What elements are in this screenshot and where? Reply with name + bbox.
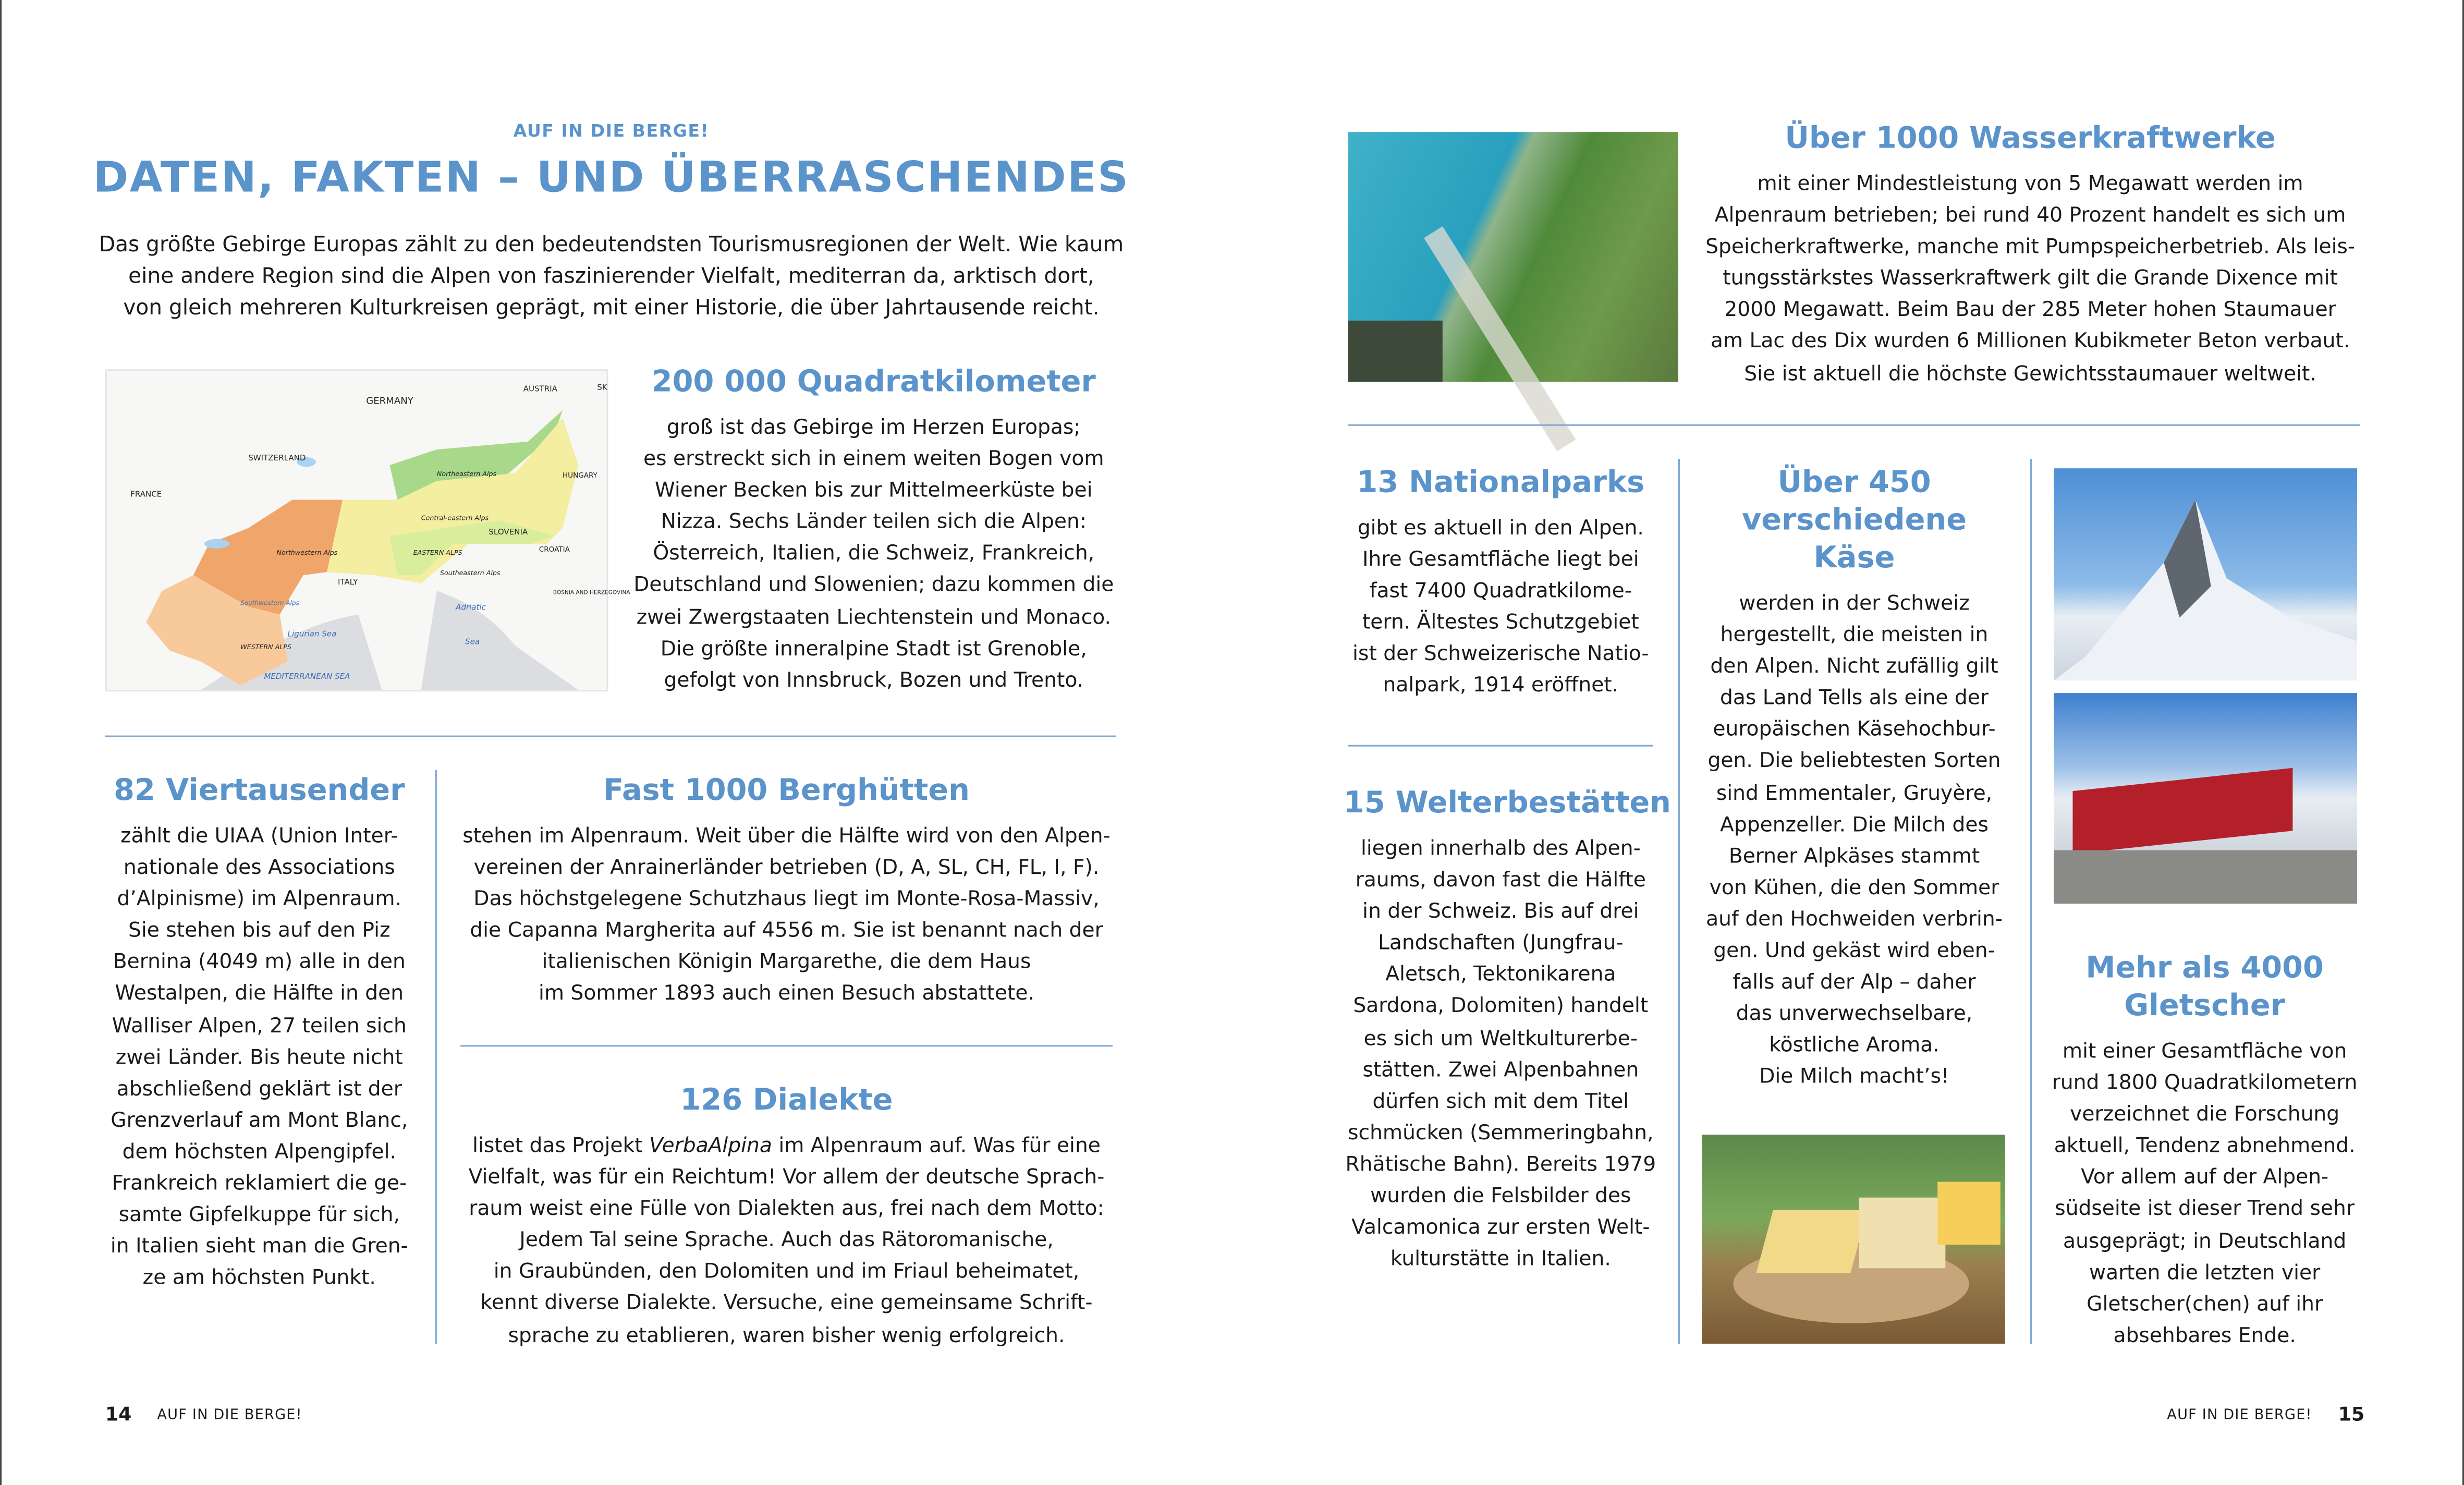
text-line: Die Milch macht’s! — [1759, 1066, 1949, 1090]
text-line: Sie stehen bis auf den Piz — [128, 920, 391, 944]
text-line: Frankreich reklamiert die ge- — [112, 1172, 407, 1196]
text-line: ist der Schweizerische Natio- — [1352, 643, 1649, 667]
text-line: Mehr als 4000 — [2085, 951, 2324, 985]
text-line: zählt die UIAA (Union Inter- — [120, 825, 398, 849]
kicker: AUF IN DIE BERGE! — [513, 121, 710, 142]
page-title: DATEN, FAKTEN – UND ÜBERRASCHENDES — [93, 154, 1130, 203]
text-line: aktuell, Tendenz abnehmend. — [2054, 1135, 2356, 1159]
text-line: Jedem Tal seine Sprache. Auch das Rätoromanische, — [519, 1229, 1054, 1253]
section-text-parks — [1344, 514, 1658, 703]
text-line: Alpenraum betrieben; bei rund 40 Prozent handelt es sich um — [1714, 204, 2346, 228]
text-line: Die größte inneralpine Stadt ist Grenoble, — [660, 637, 1087, 661]
page-edge-left — [0, 0, 2, 1485]
section-text-peaks — [94, 822, 424, 1295]
map-label: Southwestern Alps — [240, 599, 299, 607]
text-line: es erstreckt sich in einem weiten Bogen vom — [643, 448, 1104, 472]
map-label: GERMANY — [366, 395, 413, 407]
section-text-heritage — [1344, 834, 1658, 1276]
text-line: in Graubünden, den Dolomiten und im Friaul beheimatet, — [493, 1261, 1080, 1285]
text-line: es sich um Weltkulturerbe- — [1363, 1027, 1638, 1051]
divider — [460, 1045, 1113, 1046]
text-line: warten die letzten vier — [2089, 1261, 2321, 1285]
text-line: nalpark, 1914 eröffnet. — [1383, 675, 1619, 699]
section-heading-dialects: 126 Dialekte — [680, 1082, 893, 1117]
text-line: Walliser Alpen, 27 teilen sich — [112, 1014, 407, 1038]
photo-dam-lake — [1348, 132, 1678, 382]
divider — [1348, 424, 2360, 426]
section-heading-glaciers — [2043, 949, 2367, 1025]
text-line: gibt es aktuell in den Alpen. — [1357, 517, 1644, 541]
text-line: 2000 Megawatt. Beim Bau der 285 Meter hohen Staumauer — [1724, 299, 2336, 323]
text-line: gefolgt von Innsbruck, Bozen und Trento. — [664, 669, 1084, 693]
divider — [105, 736, 1116, 737]
section-heading-hydro: Über 1000 Wasserkraftwerke — [1785, 121, 2276, 156]
text-line: fast 7400 Quadratkilome- — [1369, 580, 1632, 604]
map-label: CROATIA — [539, 545, 570, 554]
divider — [1348, 745, 1653, 747]
text-line: Berner Alpkäses stammt — [1728, 845, 1980, 869]
section-text-area — [629, 413, 1119, 698]
text-line: Gletscher(chen) auf ihr — [2087, 1293, 2323, 1317]
text-line: in Italien sieht man die Gren- — [110, 1235, 408, 1259]
text-line: groß ist das Gebirge im Herzen Europas; — [666, 416, 1081, 440]
divider-vertical — [1678, 459, 1680, 1344]
map-label: WESTERN ALPS — [240, 642, 291, 651]
project-name: VerbaAlpina — [649, 1135, 772, 1159]
running-footer-left: AUF IN DIE BERGE! — [157, 1408, 302, 1424]
section-heading-area: 200 000 Quadratkilometer — [651, 364, 1096, 399]
map-label: Sea — [465, 637, 480, 647]
map-label: SWITZERLAND — [248, 453, 306, 463]
section-text-glaciers — [2043, 1037, 2367, 1353]
map-label: Adriatic — [456, 602, 486, 612]
text-line: verzeichnet die Forschung — [2070, 1103, 2340, 1127]
map-label: HUNGARY — [563, 471, 597, 480]
text-line: Valcamonica zur ersten Welt- — [1351, 1216, 1650, 1240]
text-line: Sie ist aktuell die höchste Gewichtsstaumauer weltweit. — [1744, 362, 2316, 386]
section-heading-cheese — [1689, 464, 2019, 577]
text-line: Das größte Gebirge Europas zählt zu den bedeutendsten Tourismusregionen der Welt. Wie kaum — [99, 233, 1124, 258]
running-footer-right: AUF IN DIE BERGE! — [2167, 1408, 2312, 1424]
text-line: nationale des Associations — [123, 856, 395, 881]
text-line: in der Schweiz. Bis auf drei — [1362, 900, 1639, 924]
map-label: BOSNIA AND HERZEGOVINA — [553, 589, 630, 596]
text-line: Aletsch, Tektonikarena — [1385, 964, 1616, 988]
map-label: SLOVENIA — [489, 527, 528, 537]
text-line: dem höchsten Alpengipfel. — [122, 1140, 396, 1165]
text-line: schmücken (Semmeringbahn, — [1348, 1122, 1654, 1146]
text-line: werden in der Schweiz — [1739, 592, 1970, 616]
text-line: das Land Tells als eine der — [1720, 687, 1989, 711]
section-heading-heritage: 15 Welterbestätten — [1343, 786, 1671, 821]
alps-map — [105, 369, 630, 691]
text-line: im Sommer 1893 auch einen Besuch abstattete. — [539, 983, 1034, 1007]
text-line: Ihre Gesamtfläche liegt bei — [1362, 549, 1639, 573]
map-label: AUSTRIA — [523, 384, 557, 394]
text-line: Speicherkraftwerke, manche mit Pumpspeicherbetrieb. Als leis- — [1705, 236, 2356, 260]
section-text-hydro — [1700, 170, 2360, 391]
text-line: mit einer Mindestleistung von 5 Megawatt werden im — [1757, 173, 2303, 197]
text-line: das unverwechselbare, — [1736, 1003, 1973, 1027]
text-line: tungsstärkstes Wasserkraftwerk gilt die Grande Dixence mit — [1723, 267, 2338, 291]
text-line: Sardona, Dolomiten) handelt — [1353, 995, 1649, 1019]
text-line: Landschaften (Jungfrau- — [1378, 932, 1624, 956]
text-line: Grenzverlauf am Mont Blanc, — [111, 1109, 408, 1133]
photo-cheese-platter — [1702, 1135, 2005, 1344]
map-label: ITALY — [338, 577, 358, 587]
photo-matterhorn — [2054, 468, 2357, 680]
text-line: rund 1800 Quadratkilometern — [2052, 1072, 2358, 1096]
text-run: im Alpenraum auf. Was für eine — [772, 1135, 1101, 1159]
text-lines — [460, 1163, 1113, 1353]
map-label: MEDITERRANEAN SEA — [264, 672, 350, 681]
section-text-cheese — [1689, 589, 2019, 1094]
text-line: abschließend geklärt ist der — [116, 1077, 402, 1102]
text-line: vereinen der Anrainerländer betrieben (D, A, SL, CH, FL, I, F). — [473, 856, 1100, 881]
text-line: raums, davon fast die Hälfte — [1355, 869, 1646, 893]
text-line: Über 450 — [1777, 465, 1931, 500]
page-number-left: 14 — [105, 1403, 132, 1426]
section-text-huts — [460, 822, 1113, 1011]
text-line: Rhätische Bahn). Bereits 1979 — [1345, 1153, 1656, 1177]
text-line: eine andere Region sind die Alpen von faszinierender Vielfalt, mediterran da, arktisch dort, — [128, 264, 1094, 289]
text-line: den Alpen. Nicht zufällig gilt — [1710, 655, 1998, 679]
text-line: sind Emmentaler, Gruyère, — [1716, 782, 1993, 806]
text-line: sprache zu etablieren, waren bisher wenig erfolgreich. — [508, 1324, 1065, 1348]
map-label: EASTERN ALPS — [413, 548, 462, 556]
map-label: Central-eastern Alps — [421, 514, 489, 522]
section-heading-parks: 13 Nationalparks — [1357, 465, 1645, 500]
text-line: Das höchstgelegene Schutzhaus liegt im Monte-Rosa-Massiv, — [473, 888, 1100, 912]
text-line: Gletscher — [2124, 988, 2286, 1024]
map-label: SK — [597, 382, 607, 392]
text-line: absehbares Ende. — [2113, 1324, 2296, 1348]
map-label: Northwestern Alps — [276, 548, 338, 556]
text-line: samte Gipfelkuppe für sich, — [118, 1204, 400, 1228]
text-line: Wiener Becken bis zur Mittelmeerküste bei — [654, 479, 1093, 504]
intro-text — [63, 229, 1160, 324]
text-run: listet das Projekt — [472, 1135, 649, 1159]
text-line: Vor allem auf der Alpen- — [2081, 1166, 2329, 1190]
text-line: zwei Zwergstaaten Liechtenstein und Monaco. — [636, 606, 1111, 630]
text-line: Nizza. Sechs Länder teilen sich die Alpen: — [661, 511, 1087, 535]
text-line: ze am höchsten Punkt. — [142, 1267, 376, 1291]
text-line: wurden die Felsbilder des — [1370, 1185, 1631, 1209]
text-line: dürfen sich mit dem Titel — [1372, 1090, 1629, 1114]
text-line: falls auf der Alp – daher — [1733, 971, 1976, 995]
text-line: Westalpen, die Hälfte in den — [115, 983, 404, 1007]
text-line: d’Alpinisme) im Alpenraum. — [117, 888, 402, 912]
text-line: stätten. Zwei Alpenbahnen — [1362, 1058, 1639, 1082]
text-line: die Capanna Margherita auf 4556 m. Sie ist benannt nach der — [470, 920, 1103, 944]
text-line: Deutschland und Slowenien; dazu kommen die — [633, 574, 1114, 598]
text-line: stehen im Alpenraum. Weit über die Hälfte wird von den Alpen- — [462, 825, 1111, 849]
text-line: Österreich, Italien, die Schweiz, Frankreich, — [653, 542, 1095, 567]
text-line: am Lac des Dix wurden 6 Millionen Kubikmeter Beton verbaut. — [1710, 331, 2350, 355]
text-line: verschiedene — [1741, 503, 1967, 538]
section-text-dialects — [460, 1131, 1113, 1353]
map-label: Northeastern Alps — [436, 470, 497, 478]
section-heading-peaks: 82 Viertausender — [114, 773, 405, 808]
text-line: liegen innerhalb des Alpen- — [1360, 837, 1641, 861]
text-line: tern. Ältestes Schutzgebiet — [1362, 612, 1639, 636]
map-label: Ligurian Sea — [287, 629, 337, 639]
text-line: mit einer Gesamtfläche von — [2062, 1040, 2347, 1064]
text-line: köstliche Aroma. — [1769, 1034, 1940, 1058]
text-line: Käse — [1813, 540, 1895, 576]
text-line: raum weist eine Fülle von Dialekten aus, frei nach dem Motto: — [469, 1198, 1104, 1222]
text-line: gen. Die beliebtesten Sorten — [1707, 750, 2001, 774]
divider-vertical — [435, 770, 437, 1344]
map-label: FRANCE — [130, 489, 162, 499]
text-line: ausgeprägt; in Deutschland — [2063, 1230, 2347, 1253]
text-line: südseite ist dieser Trend sehr — [2055, 1198, 2355, 1222]
divider-vertical — [2030, 459, 2032, 1344]
photo-train — [2054, 693, 2357, 904]
page-number-right: 15 — [2338, 1403, 2365, 1426]
text-line: zwei Länder. Bis heute nicht — [115, 1046, 403, 1070]
text-line: italienischen Königin Margarethe, die dem Haus — [542, 951, 1031, 975]
text-line: hergestellt, die meisten in — [1720, 624, 1989, 648]
text-line: gen. Und gekäst wird eben- — [1713, 940, 1995, 964]
text-line: Bernina (4049 m) alle in den — [113, 951, 406, 975]
text-line: auf den Hochweiden verbrin- — [1706, 908, 2003, 932]
text-line: Vielfalt, was für ein Reichtum! Vor allem der deutsche Sprach- — [468, 1166, 1105, 1190]
text-line: von Kühen, die den Sommer — [1709, 877, 1999, 900]
text-line: europäischen Käsehochbur- — [1713, 719, 1996, 742]
text-line: kennt diverse Dialekte. Versuche, eine gemeinsame Schrift- — [480, 1292, 1093, 1317]
section-heading-huts: Fast 1000 Berghütten — [603, 773, 970, 808]
map-label: Southeastern Alps — [440, 569, 501, 577]
text-line: Appenzeller. Die Milch des — [1720, 813, 1989, 837]
text-line: von gleich mehreren Kulturkreisen geprägt, mit einer Historie, die über Jahrtausende reicht. — [123, 296, 1100, 321]
text-line: kulturstätte in Italien. — [1390, 1248, 1611, 1272]
